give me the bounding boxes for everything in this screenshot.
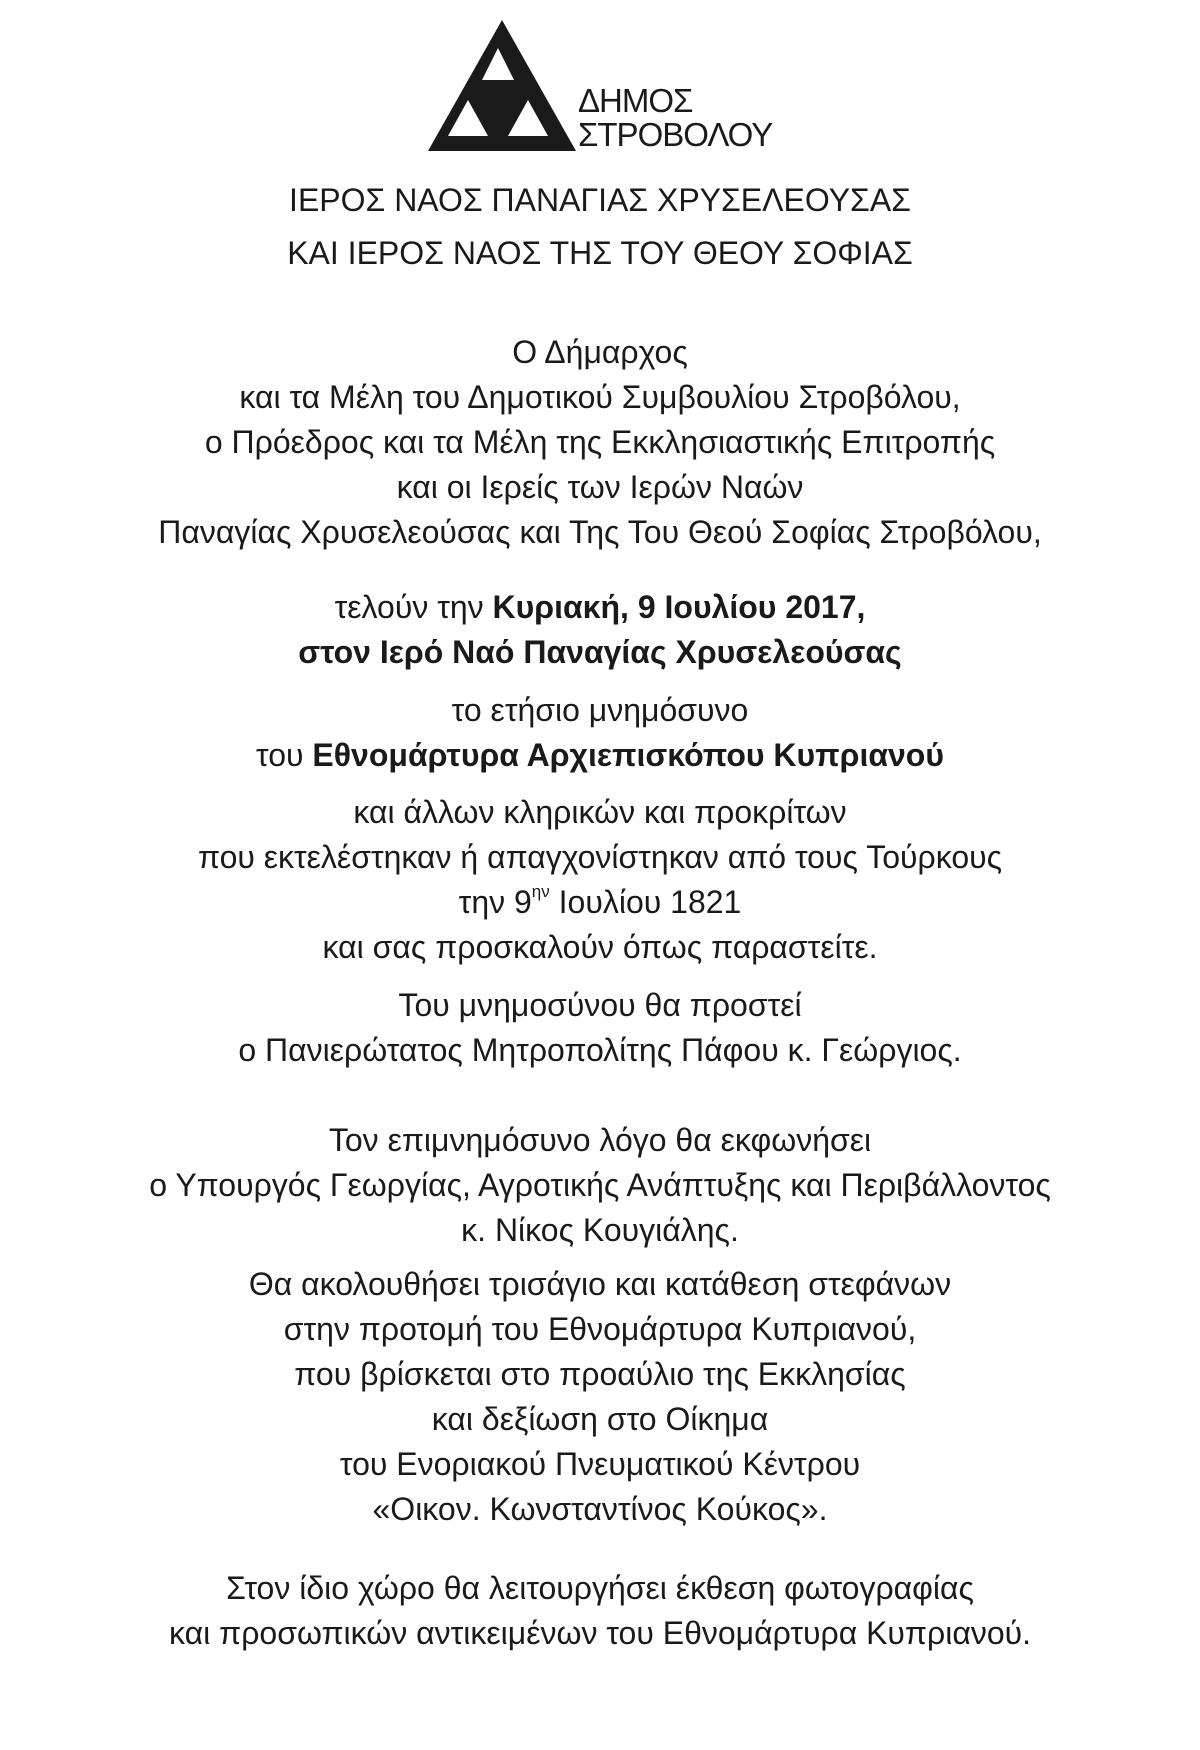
hosts-line: Παναγίας Χρυσελεούσας και Της Του Θεού Σοφίας Στροβόλου, [158,514,1042,550]
others-line-4: και σας προσκαλούν όπως παραστείτε. [322,929,878,965]
exhibition-line: και προσωπικών αντικειμένων του Εθνομάρτυρα Κυπριανού. [169,1615,1031,1651]
speech-line: κ. Νίκος Κουγιάλης. [461,1212,739,1248]
memorial-honoree: Εθνομάρτυρα Αρχιεπισκόπου Κυπριανού [312,737,944,773]
followup-line: και δεξίωση στο Οίκημα [431,1401,769,1437]
presiding-line: Του μνημοσύνου θα προστεί [398,987,802,1023]
heading-line-1: ΙΕΡΟΣ ΝΑΟΣ ΠΑΝΑΓΙΑΣ ΧΡΥΣΕΛΕΟΥΣΑΣ [289,182,911,218]
hosts-line: και τα Μέλη του Δημοτικού Συμβουλίου Στροβόλου, [239,379,961,415]
followup-line: που βρίσκεται στο προαύλιο της Εκκλησίας [294,1356,906,1392]
presiding-line: ο Πανιερώτατος Μητροπολίτης Πάφου κ. Γεώργιος. [238,1032,962,1068]
followup-line: Θα ακολουθήσει τρισάγιο και κατάθεση στεφάνων [248,1266,952,1302]
ordinal-suffix: ην [531,882,550,902]
exhibition-block [0,1566,1200,1656]
followup-block [0,1262,1200,1532]
hosts-line: Ο Δήμαρχος [512,334,688,370]
municipality-logo [428,20,788,155]
memorial-block [0,688,1200,778]
others-line-2: που εκτελέστηκαν ή απαγχονίστηκαν από τους Τούρκους [197,839,1003,875]
date-prefix: τελούν την [334,589,493,625]
triangle-logo-icon [428,20,588,155]
heading-line-2: ΚΑΙ ΙΕΡΟΣ ΝΑΟΣ ΤΗΣ ΤΟΥ ΘΕΟΥ ΣΟΦΙΑΣ [287,235,913,271]
heading [0,178,1200,276]
logo-line-1: ΔΗΜΟΣ [578,82,693,119]
followup-line: του Ενοριακού Πνευματικού Κέντρου [339,1446,861,1482]
others-block [0,790,1200,970]
followup-line: στην προτομή του Εθνομάρτυρα Κυπριανού, [283,1311,917,1347]
others-date-prefix: την 9 [458,884,532,920]
date-venue-block [0,585,1200,675]
logo-line-2: ΣΤΡΟΒΟΛΟΥ [578,116,773,153]
speech-line: Τον επιμνημόσυνο λόγο θα εκφωνήσει [328,1122,872,1158]
date-line [0,585,1200,630]
presiding-block [0,983,1200,1073]
exhibition-line: Στον ίδιο χώρο θα λειτουργήσει έκθεση φωτογραφίας [226,1570,974,1606]
hosts-line: και οι Ιερείς των Ιερών Ναών [396,469,804,505]
hosts-line: ο Πρόεδρος και τα Μέλη της Εκκλησιαστικής Επιτροπής [204,424,996,460]
memorial-line-2 [0,733,1200,778]
others-date-suffix: Ιουλίου 1821 [549,884,742,920]
logo-wordmark [578,84,772,152]
memorial-line-1: το ετήσιο μνημόσυνο [451,692,749,728]
others-line-1: και άλλων κληρικών και προκρίτων [353,794,847,830]
followup-line: «Οικον. Κωνσταντίνος Κούκος». [372,1491,828,1527]
speech-line: ο Υπουργός Γεωργίας, Αγροτικής Ανάπτυξης και Περιβάλλοντος [149,1167,1051,1203]
hosts-block [0,330,1200,555]
event-venue: στον Ιερό Ναό Παναγίας Χρυσελεούσας [298,634,902,670]
memorial-prefix: του [256,737,313,773]
speech-block [0,1118,1200,1253]
others-line-3 [0,880,1200,925]
event-date: Κυριακή, 9 Ιουλίου 2017, [492,589,866,625]
